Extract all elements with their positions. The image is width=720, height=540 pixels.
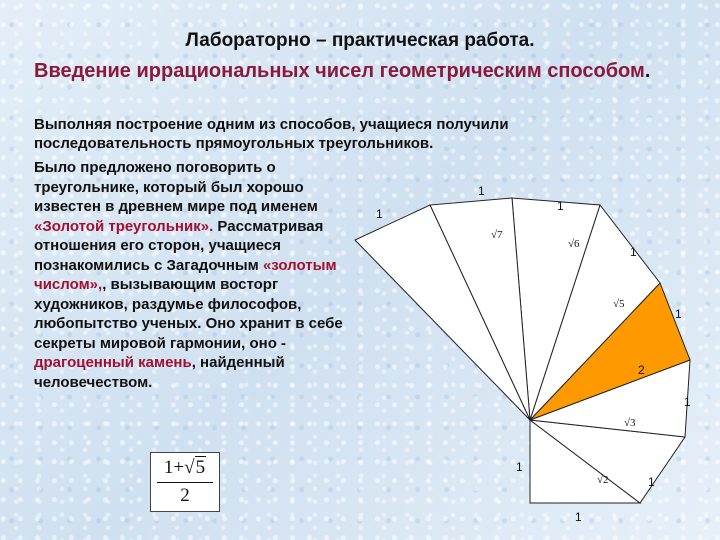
formula-denominator: 2: [180, 485, 190, 506]
sqrt7-label: √7: [491, 229, 503, 241]
intro-paragraph: Выполняя построение одним из способов, учащиеся получили последовательность прямоугольных треугольников.: [34, 116, 509, 152]
golden-number-highlight: «золотым числом»: [34, 256, 337, 293]
side-label-8: 1: [478, 184, 485, 198]
sqrt2-label: √2: [597, 474, 609, 486]
formula-radicand: 5: [195, 457, 206, 478]
triangle-layer: [355, 198, 690, 503]
body-text-1-end: .: [209, 217, 214, 235]
side-label-1: 1: [516, 460, 523, 474]
side-label-3: 1: [648, 475, 655, 489]
golden-hypotenuse-label: 2: [638, 363, 645, 377]
body-text-2-end: , вызывающим восторг художников, раздумье философов, любопытство ученых.: [34, 276, 302, 332]
side-label-6: 1: [630, 245, 637, 259]
side-label-9: 1: [376, 207, 383, 221]
body-text-1: Было предложено поговорить о треугольнике, который был хорошо известен в древнем мире под именем: [34, 159, 318, 215]
side-label-4: 1: [684, 395, 691, 409]
side-label-7: 1: [557, 199, 564, 213]
sqrt3-label: √3: [624, 417, 636, 429]
body-text-3: Оно хранит в себе секреты мировой гармонии, оно -: [34, 315, 343, 352]
page-title: Лабораторно – практическая работа.: [185, 30, 535, 51]
gem-highlight: драгоценный камень: [34, 354, 192, 371]
formula-sqrt-sign: √: [184, 457, 195, 478]
subtitle-dot: .: [644, 60, 651, 82]
side-label-5: 1: [675, 307, 682, 321]
sqrt6-label: √6: [568, 238, 580, 250]
body-text-2: Рассматривая отношения его сторон, учащиеся познакомились с Загадочным: [34, 217, 324, 274]
body-text-3-end: , найденный человечеством.: [34, 354, 285, 391]
subtitle-text: Введение иррациональных чисел геометрическим способом: [34, 60, 645, 82]
golden-triangle-highlight: «Золотой треугольник»: [34, 217, 210, 235]
body-text-2-comma: ,: [98, 276, 103, 293]
sqrt5-label: √5: [613, 298, 625, 310]
side-label-2: 1: [575, 510, 582, 524]
formula-prefix: 1+: [163, 457, 185, 478]
